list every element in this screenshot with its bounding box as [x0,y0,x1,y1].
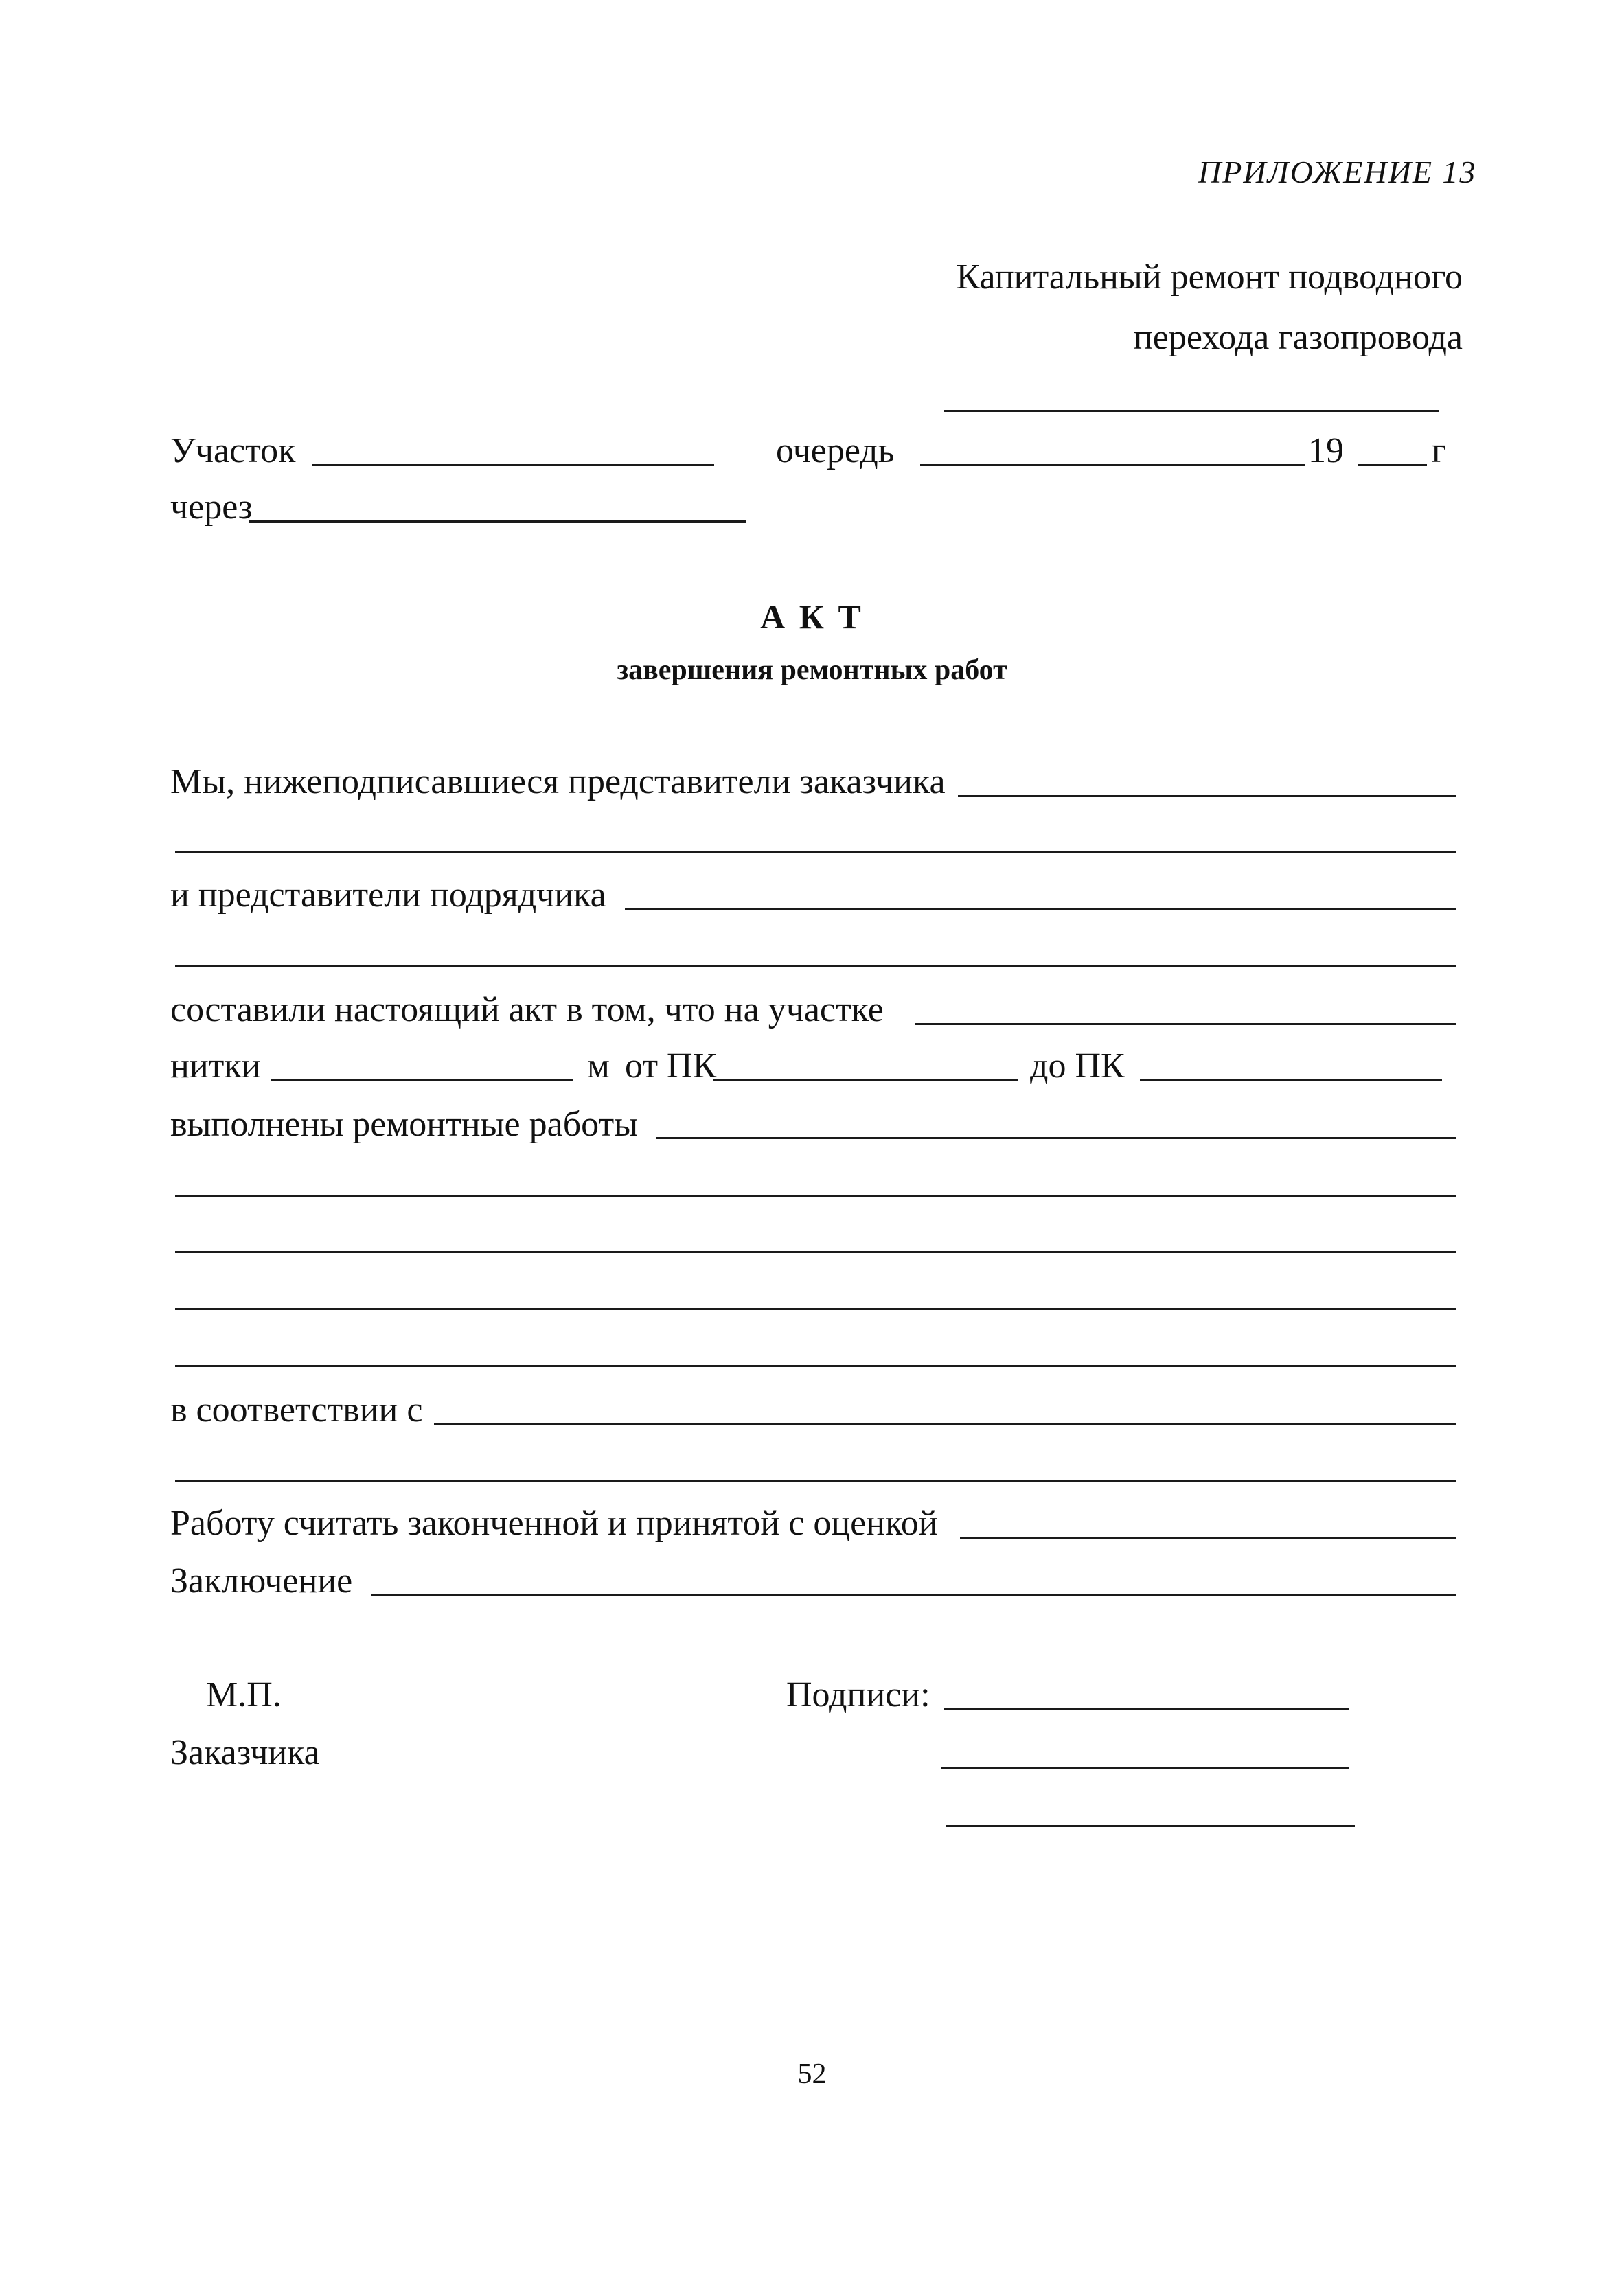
signature-line-2[interactable] [941,1767,1349,1769]
via-label: через [170,487,253,527]
customer-reps-label: Мы, нижеподписавшиеся представители заказчика [170,762,946,801]
section-field[interactable] [312,464,714,466]
via-field[interactable] [249,520,746,523]
act-title: А К Т [760,597,864,636]
from-pk-label: от ПК [625,1046,717,1086]
works-done-field-3[interactable] [175,1251,1456,1253]
accordance-field-2[interactable] [175,1480,1456,1482]
appendix-label: ПРИЛОЖЕНИЕ 13 [1198,154,1477,190]
conclusion-field[interactable] [371,1594,1456,1596]
header-line-1: Капитальный ремонт подводного [956,257,1463,297]
thread-field[interactable] [271,1079,573,1081]
signature-line-3[interactable] [946,1825,1355,1827]
compiled-label: составили настоящий акт в том, что на участке [170,990,884,1029]
contractor-reps-field-2[interactable] [175,965,1456,967]
page-number: 52 [797,2058,827,2090]
accordance-label: в соответствии с [170,1390,423,1430]
year-prefix: 19 [1308,431,1344,470]
works-done-field[interactable] [656,1137,1456,1139]
works-done-field-5[interactable] [175,1365,1456,1367]
year-suffix: г [1432,431,1447,470]
stamp-label: М.П. [206,1675,282,1714]
stamp-owner-label: Заказчика [170,1733,320,1772]
header-blank-line[interactable] [944,410,1439,412]
accepted-label: Работу считать законченной и принятой с оценкой [170,1504,938,1543]
to-pk-label: до ПК [1030,1046,1125,1086]
works-done-label: выполнены ремонтные работы [170,1105,639,1144]
works-done-field-2[interactable] [175,1195,1456,1197]
thread-label: нитки [170,1046,261,1086]
contractor-reps-label: и представители подрядчика [170,875,606,915]
accordance-field[interactable] [434,1423,1456,1425]
from-pk-field[interactable] [713,1079,1018,1081]
customer-reps-field-2[interactable] [175,851,1456,853]
to-pk-field[interactable] [1140,1079,1442,1081]
meters-label: м [587,1046,610,1086]
year-field[interactable] [1358,464,1427,466]
works-done-field-4[interactable] [175,1308,1456,1310]
queue-label: очередь [776,431,895,470]
grade-field[interactable] [960,1537,1456,1539]
customer-reps-field[interactable] [958,795,1456,797]
queue-field[interactable] [920,464,1305,466]
signatures-label: Подписи: [786,1675,930,1714]
section-location-field[interactable] [915,1023,1456,1025]
section-label: Участок [170,431,296,470]
conclusion-label: Заключение [170,1561,353,1600]
act-subtitle: завершения ремонтных работ [617,654,1007,686]
signature-line-1[interactable] [944,1708,1349,1710]
contractor-reps-field[interactable] [625,908,1456,910]
header-line-2: перехода газопровода [1133,318,1463,357]
